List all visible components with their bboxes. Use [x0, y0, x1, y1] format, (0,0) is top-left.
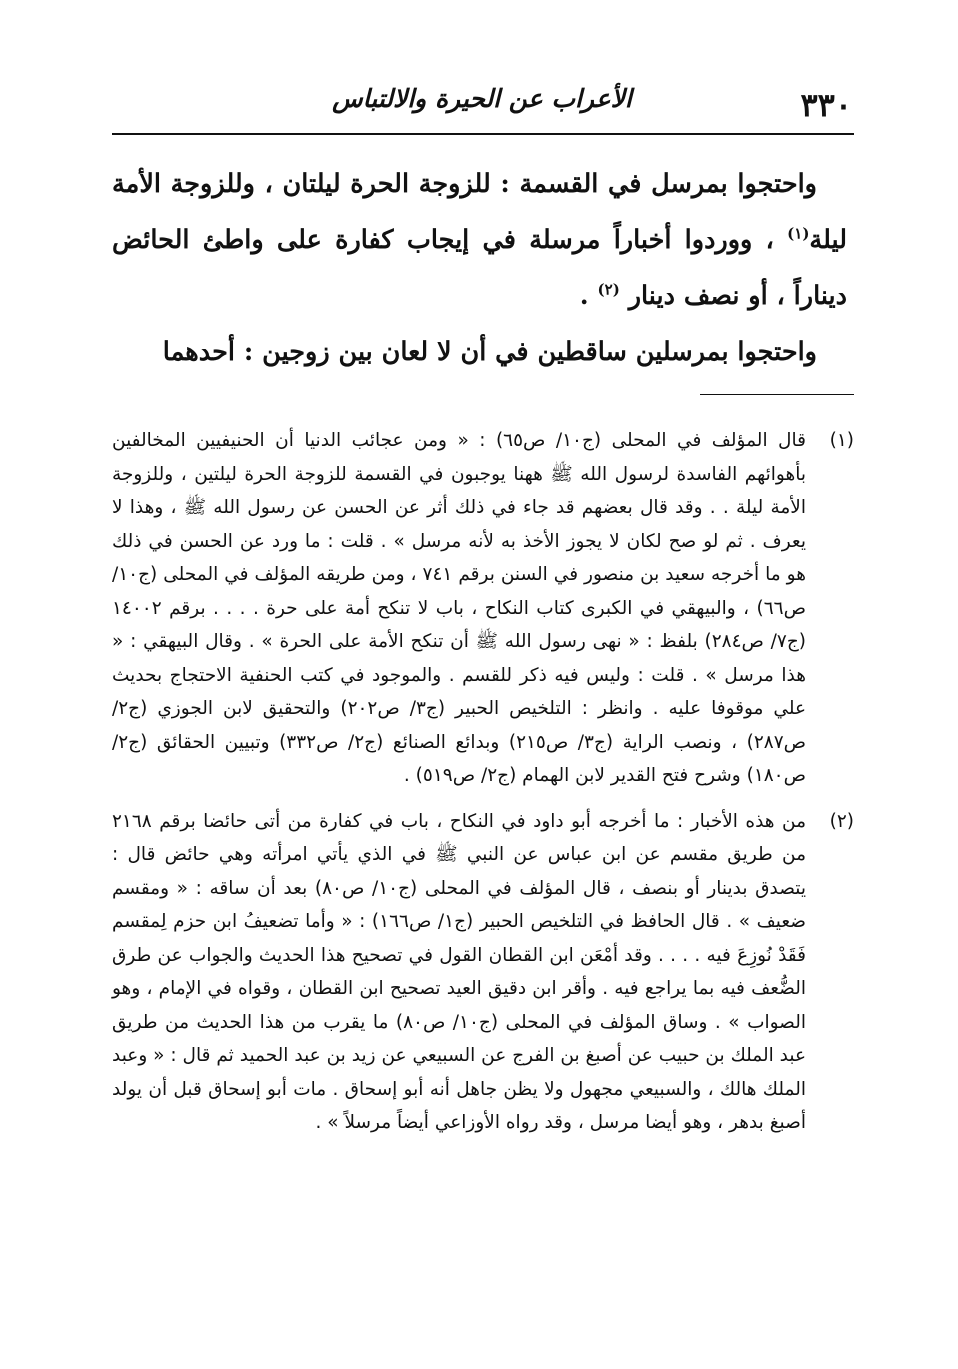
main-text-part: ، ووردوا أخباراً مرسلة في إيجاب كفارة على واطئ الحائض ديناراً ، أو نصف دينار [112, 225, 847, 311]
footnote-text: من هذه الأخبار : ما أخرجه أبو داود في النكاح ، باب في كفارة من أتى حائضا برقم ٢١٦٨ من طريق مقسم عن ابن عباس عن النبي ﷺ في الذي يأتي امرأته وهي حائض قال : يتصدق بدينار أو بنصف ، قال المؤلف في المحلى (ج١٠/ ص٨٠) بعد أن ساقه : « ومقسم ضعيف » . قال الحافظ في التلخيص الحبير (ج١/ ص١٦٦) : « وأما تضعيفُ ابن حزم لِمقسم فَقَدْ نُوزِعَ فيه . . . . وقد أمْعَن ابن القطان القول في تصحيح هذا الحديث والجواب عن طرق الضُّعف فيه بما يراجع فيه . وأقر ابن دقيق العيد تصحيح ابن القطان ، وقواه في الإمام ، وهو الصواب » . وساق المؤلف في المحلى (ج١٠/ ص٨٠) ما يقرب من هذا الحديث من طريق عبد الملك بن حبيب عن أصبغ بن الفرج عن السبيعي عن زيد بن عبد الحميد ثم قال : « وعبد الملك هالك ، والسبيعي مجهول ولا يظن جاهل أنه أبو إسحاق . مات أبو إسحاق قبل أن يولد أصبغ بدهر ، وهو أيضا مرسل ، وقد رواه الأوزاعي أيضاً مرسلاً » . [112, 810, 807, 1133]
footnote-2 [112, 805, 854, 1140]
page-number: ٣٣٠ [800, 86, 852, 124]
footnote-ref-1[interactable]: (١) [787, 224, 810, 243]
running-title: الأعراب عن الحيرة والالتباس [332, 84, 632, 113]
footnote-separator [700, 394, 854, 395]
page-header [112, 78, 852, 130]
main-paragraph-1 [112, 156, 847, 324]
footnote-1 [112, 424, 854, 793]
main-text-part: . [579, 281, 598, 311]
header-rule [112, 133, 854, 135]
main-text [112, 156, 847, 380]
main-paragraph-2: واحتجوا بمرسلين ساقطين في أن لا لعان بين زوجين : أحدهما [162, 337, 817, 367]
footnotes [112, 424, 854, 1140]
main-text-part: واحتجوا بمرسل في القسمة : للزوجة الحرة ليلتان ، وللزوجة الأمة ليلة [112, 169, 847, 255]
footnote-ref-2[interactable]: (٢) [597, 280, 620, 299]
footnote-text: قال المؤلف في المحلى (ج١٠/ ص٦٥) : « ومن عجائب الدنيا أن الحنيفيين المخالفين بأهوائهم الفاسدة لرسول الله ﷺ ههنا يوجبون في القسمة للزوجة الحرة ليلتين ، وللزوجة الأمة ليلة . . وقد قال بعضهم قد جاء في ذلك أثر عن الحسن عن رسول الله ﷺ ، وهذا لا يعرف . ثم لو صح لكان لا يجوز الأخذ به لأنه مرسل » . قلت : ما ورد عن الحسن في ذلك هو ما أخرجه سعيد بن منصور في السنن برقم ٧٤١ ، ومن طريقه المؤلف في المحلى (ج١٠/ ص٦٦) ، والبيهقي في الكبرى كتاب النكاح ، باب لا تنكح أمة على حرة . . . . برقم ١٤٠٠٢ (ج٧/ ص٢٨٤) بلفظ : « نهى رسول الله ﷺ أن تنكح الأمة على الحرة » . وقال البيهقي : « هذا مرسل » . قلت : وليس فيه ذكر للقسم . والموجود في كتب الحنفية الاحتجاج بحديث علي موقوفا عليه . وانظر : التلخيص الحبير (ج٣/ ص٢٠٢) والتحقيق لابن الجوزي (ج٢/ ص٢٨٧) ، ونصب الراية (ج٣/ ص٢١٥) وبدائع الصنائع (ج٢/ ص٣٣٢) وتبيين الحقائق (ج٢/ ص١٨٠) وشرح فتح القدير لابن الهمام (ج٢/ ص٥١٩) . [112, 430, 807, 786]
footnote-number: (١) [829, 430, 854, 451]
footnote-number: (٢) [829, 810, 854, 832]
